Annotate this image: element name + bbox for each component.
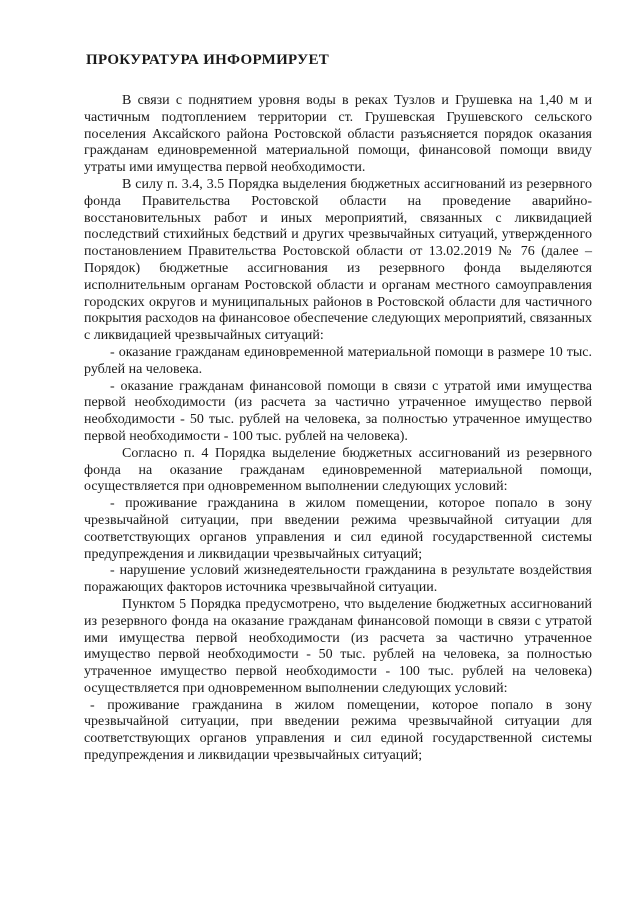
list-item-one-time-aid: - оказание гражданам единовременной материальной помощи в размере 10 тыс. рублей на человека. [84,344,592,377]
document-title: ПРОКУРАТУРА ИНФОРМИРУЕТ [86,52,330,68]
paragraph-point-4: Согласно п. 4 Порядка выделение бюджетных ассигнований из резервного фонда на оказание гражданам единовременной материальной помощи, осуществляется при одновременном выполнении следующих условий: [84,445,592,495]
paragraph-legal-basis: В силу п. 3.4, 3.5 Порядка выделения бюджетных ассигнований из резервного фонда Правительства Ростовской области на проведение аварийно-восстановительных работ и иных мероприятий, связанных с ликвидацией последствий стихийных бедствий и других чрезвычайных ситуаций, утвержденного постановлением Правительства Ростовской области от 13.02.2019 № 76 (далее – Порядок) бюджетные ассигнования из резервного фонда выделяются исполнительным органам Ростовской области и органам местного самоуправления городских округов и муниципальных районов в Ростовской области для частичного покрытия расходов на финансовое обеспечение следующих мероприятий, связанных с ликвидацией чрезвычайных ситуаций: [84,176,592,344]
paragraph-intro: В связи с поднятием уровня воды в реках Тузлов и Грушевка на 1,40 м и частичным подтоплением территории ст. Грушевская Грушевского сельского поселения Аксайского района Ростовской области разъясняется порядок оказания гражданам единовременной материальной помощи, финансовой помощи ввиду утраты ими имущества первой необходимости. [84,93,592,176]
list-item-financial-aid: - оказание гражданам финансовой помощи в связи с утратой ими имущества первой необходимости (из расчета за частично утраченное имущество первой необходимости - 50 тыс. рублей на человека, за полностью утраченное имущество первой необходимости - 100 тыс. рублей на человека). [84,378,592,444]
list-item-living-conditions: - нарушение условий жизнедеятельности гражданина в результате воздействия поражающих факторов источника чрезвычайной ситуации. [84,563,592,596]
list-item-residence-condition-2: - проживание гражданина в жилом помещении, которое попало в зону чрезвычайной ситуации, при введении режима чрезвычайной ситуации для соответствующих органов управления и сил единой государственной системы предупреждения и ликвидации чрезвычайных ситуаций; [84,697,592,764]
list-item-residence-condition: - проживание гражданина в жилом помещении, которое попало в зону чрезвычайной ситуации, при введении режима чрезвычайной ситуации для соответствующих органов управления и сил единой государственной системы предупреждения и ликвидации чрезвычайных ситуаций; [84,496,592,562]
paragraph-point-5: Пунктом 5 Порядка предусмотрено, что выделение бюджетных ассигнований из резервного фонда на оказание гражданам финансовой помощи в связи с утратой ими имущества первой необходимости (из расчета за частично утраченное имущество первой необходимости - 50 тыс. рублей на человека, за полностью утраченное имущество первой необходимости - 100 тыс. рублей на человека) осуществляется при одновременном выполнении следующих условий: [84,596,592,696]
document-body [84,93,592,765]
